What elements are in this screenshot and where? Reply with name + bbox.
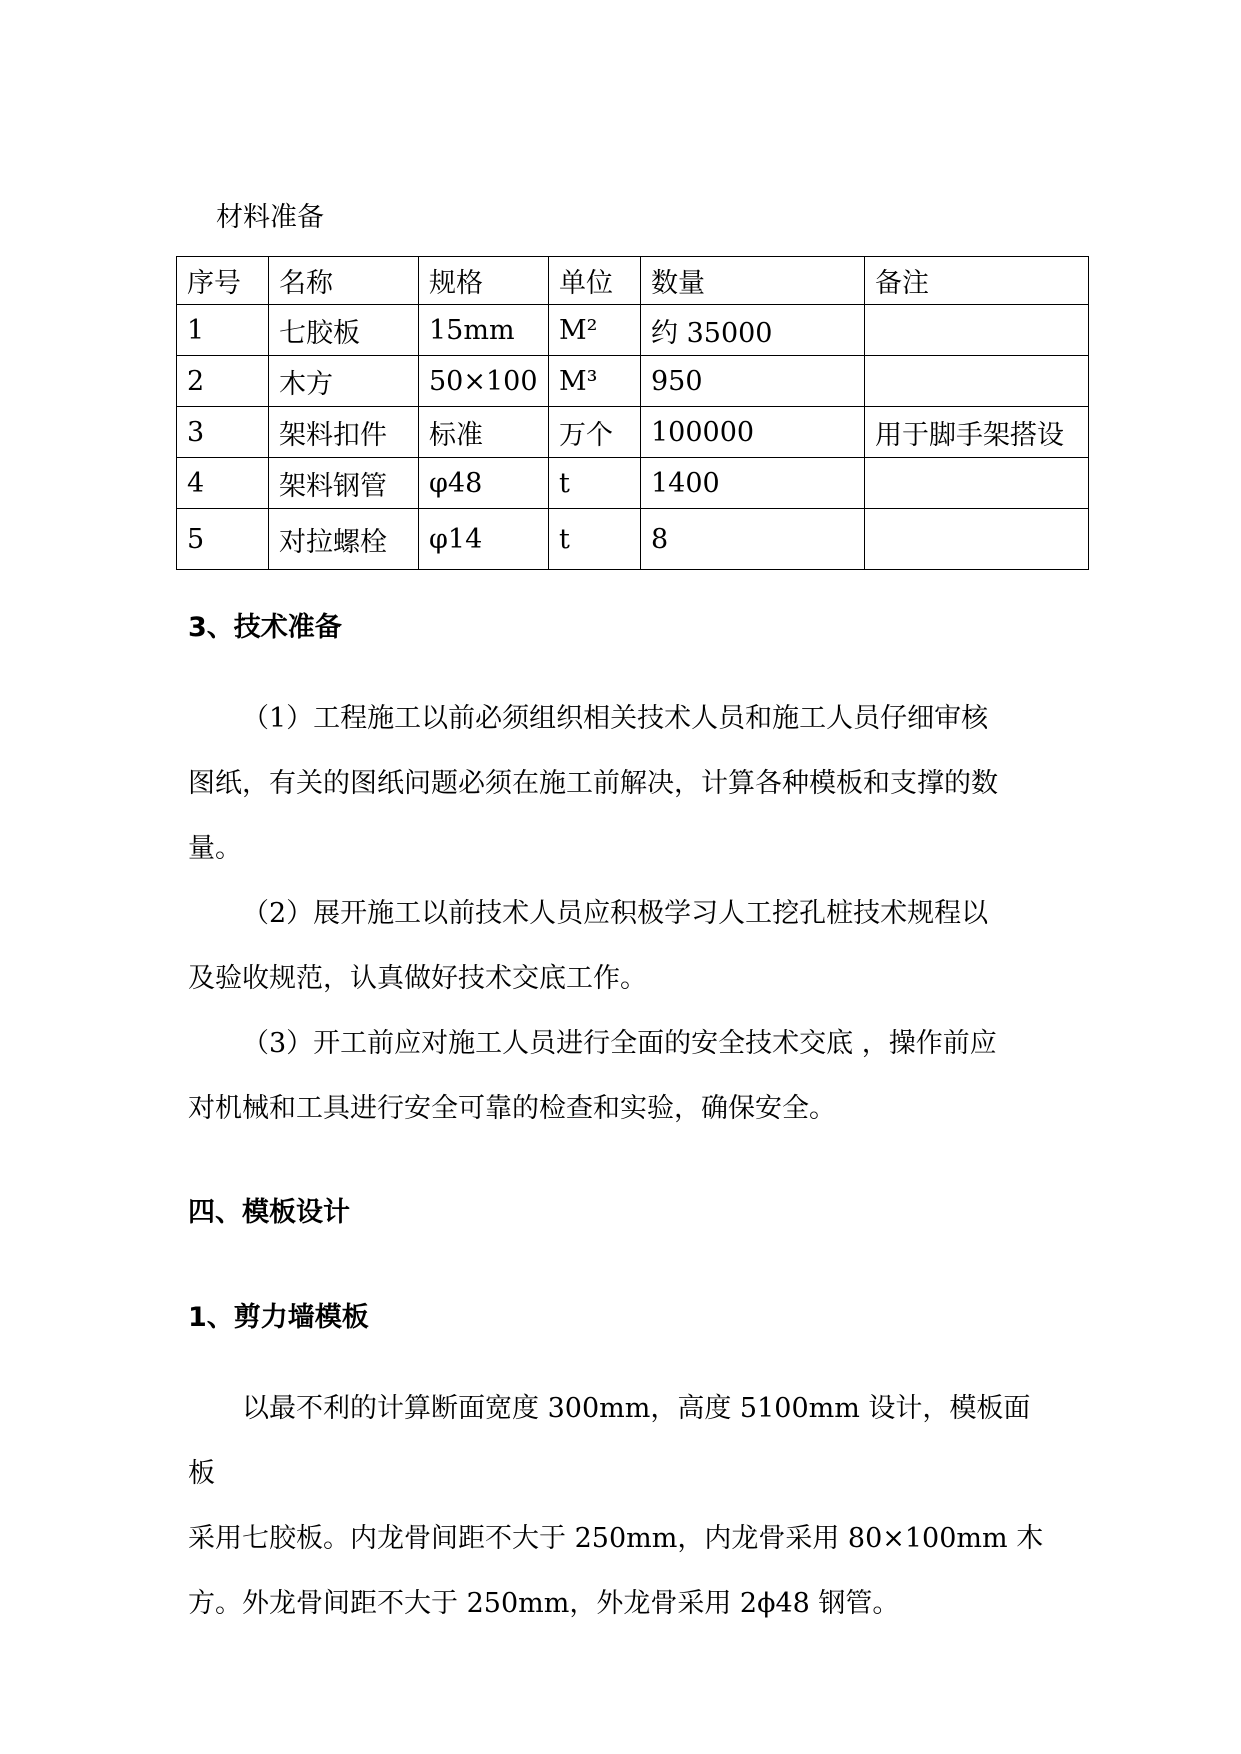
table-cell: 木方 — [269, 356, 419, 407]
table-cell: M³ — [549, 356, 641, 407]
table-cell — [865, 356, 1089, 407]
paragraph: （2）展开施工以前技术人员应积极学习人工挖孔桩技术规程以 及验收规范，认真做好技术交底工作。 — [188, 898, 989, 994]
table-cell: 1400 — [641, 458, 865, 509]
table-cell — [865, 509, 1089, 570]
table-cell: 约 35000 — [641, 305, 865, 356]
header-cell-unit: 单位 — [549, 257, 641, 305]
table-cell: 50×100 — [419, 356, 549, 407]
table-cell: 1 — [177, 305, 269, 356]
section-heading-technical-prep: 3、技术准备 — [188, 612, 342, 643]
table-row — [177, 509, 1089, 570]
table-cell: 七胶板 — [269, 305, 419, 356]
table-cell: 对拉螺栓 — [269, 509, 419, 570]
table-row — [177, 305, 1089, 356]
header-cell-index: 序号 — [177, 257, 269, 305]
table-cell — [865, 458, 1089, 509]
table-cell: 标准 — [419, 407, 549, 458]
table-cell: 8 — [641, 509, 865, 570]
header-cell-quantity: 数量 — [641, 257, 865, 305]
table-cell: 架料扣件 — [269, 407, 419, 458]
table-cell: 架料钢管 — [269, 458, 419, 509]
table-cell: 4 — [177, 458, 269, 509]
table-cell: 2 — [177, 356, 269, 407]
table-cell: M² — [549, 305, 641, 356]
table-cell — [865, 305, 1089, 356]
header-cell-remarks: 备注 — [865, 257, 1089, 305]
subsection-heading-shear-wall: 1、剪力墙模板 — [188, 1302, 369, 1333]
table-header-row — [177, 257, 1089, 305]
table-cell: t — [549, 509, 641, 570]
section-heading-formwork-design: 四、模板设计 — [188, 1197, 350, 1228]
table-cell: 5 — [177, 509, 269, 570]
table-cell: 万个 — [549, 407, 641, 458]
table-cell: φ48 — [419, 458, 549, 509]
table-caption: 材料准备 — [216, 202, 324, 233]
materials-table — [176, 256, 1089, 570]
paragraph: 以最不利的计算断面宽度 300mm，高度 5100mm 设计，模板面板 采用七胶板。内龙骨间距不大于 250mm，内龙骨采用 80×100mm 木 方。外龙骨间距不大于 250mm，外龙骨采用 2ϕ48 钢管。 — [188, 1393, 1044, 1619]
table-row — [177, 407, 1089, 458]
table-cell: φ14 — [419, 509, 549, 570]
header-cell-spec: 规格 — [419, 257, 549, 305]
table-cell: 100000 — [641, 407, 865, 458]
table-cell: 950 — [641, 356, 865, 407]
table-cell: 15mm — [419, 305, 549, 356]
paragraph: （1）工程施工以前必须组织相关技术人员和施工人员仔细审核 图纸，有关的图纸问题必须在施工前解决，计算各种模板和支撑的数 量。 — [188, 703, 998, 864]
table-row — [177, 356, 1089, 407]
table-cell: t — [549, 458, 641, 509]
table-cell: 3 — [177, 407, 269, 458]
paragraph: （3）开工前应对施工人员进行全面的安全技术交底 ，操作前应 对机械和工具进行安全可靠的检查和实验，确保安全。 — [188, 1028, 997, 1124]
header-cell-name: 名称 — [269, 257, 419, 305]
table-row — [177, 458, 1089, 509]
table-cell: 用于脚手架搭设 — [865, 407, 1089, 458]
